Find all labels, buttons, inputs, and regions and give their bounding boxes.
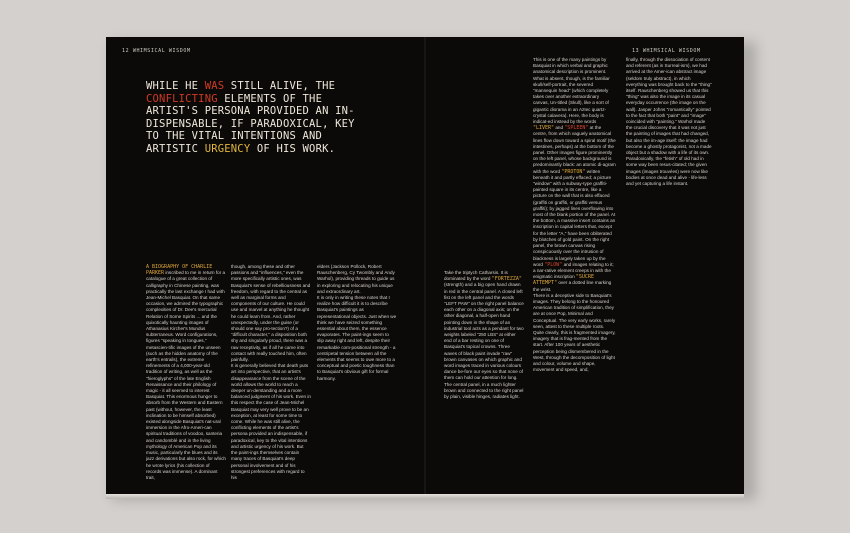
body-column-1 — [146, 264, 226, 482]
body-text: over a dotted line marking the wrist. There is a deceptive side to Basquiat's images. They belong to the honoured American tradition of simplification, they are at once Pop, Minimal and Conceptual. The very early works, rarely seen, attest to these multiple roots. Quite clearly, this is fragmented imagery, imagery that is frag-mented from the start. After 100 years of aesthetic perception being dismembered in the West, through the decomposition of light and colour, volume and shape, movement and speed, and, — [533, 280, 616, 373]
pull-quote-text: STILL ALIVE, THE — [224, 80, 336, 92]
pull-quote-accent: WAS — [204, 80, 225, 92]
pull-quote-text: ELEMENTS OF THE — [217, 92, 323, 105]
pull-quote-text: TO THE VITAL INTENTIONS AND — [146, 130, 323, 142]
body-text: (strength) and a big open hand drawn in red in the central panel. A closed left fist on the left panel and the words "LEFT PAW" on the right panel balance each other on a diagonal axis; on the other diagonal, a half-open hand pointing down in the shape of an industrial tool acts as a pendant for two weights labeled "250 LBS" at either end of a bar resting on one of Basquiat's topical crowns. Three waves of black paint invade "raw" brown canvases on which graphic and word images traced in various colours dance be-fore our eyes so that none of them can hold our attention for long. The central panel, in a much lighter brown and connected to the right panel by plain, visible hinges, radiates light. — [444, 282, 524, 400]
highlight-word: "SUCRE ATTEMPT" — [533, 274, 594, 287]
pull-quote-accent: URGENCY — [204, 142, 251, 155]
highlight-word: "PLOW" — [544, 261, 563, 268]
body-text: inscribed to me in return for a catalogue of a great collection of calligraphy in Chinese painting, was practically the last exchange I had with Jean-Michel Basquiat. On that same occasion, we admired the typographic complexities of Dr. Dee's mercurial Relation of Some Spirits ... and the quixotically haunting images of Athanasius Kircher's Mundus subterraneus. Word configurations, figures "speaking in tongues," metascien-tific images of the unseen (such as the hidden anatomy of the earth's entrails), the extreme refinements of a 4,000-year-old tradition of writing, as well as the "hieroglyphs" of the late English Renaissance and their philology of magic - it all seemed to interest Basquiat. This enormous hunger to absorb from the Western and Eastern past (without, however, the least inclination to be himself absorbed) existed alongside Basquiat's nat-ural immersion in the Afro-Ameri-can spiritual traditions of voodoo, santeria and candomblé and in the living mythology of American Pop and its music, particularly the blues and its jazz derivations but also rock, for which he wrote lyrics (his collection of records was immense). A dominant trait, — [146, 270, 226, 480]
highlight-word: "PROTON" — [561, 168, 586, 175]
body-column-2: though, among these and other passions and "influences," even the more specifically artistic ones, was Basquiat's sense of rebelliousness and freedom, with regard to the central as well as marginal forms and components of our culture. He could use and marvel at anything he thought he could learn from. And, rather unexpectedly, under the guise (or should one say pro-tection?) of a "difficult character," a disposition both shy and singularly proud, there was a raw receptivity, as if all he came into contact with really touched him, often painfully. It is generally believed that death puts art into perspective, that an artist's disappearance from the scene of the world allows the world to reach a deeper un-derstanding and a more balanced judgment of his work. Even in this respect the case of Jean-Michel Basquiat may very well prove to be an exception, at least for some time to come. While he was still alive, the conflicting elements of the artist's persona provided an indispensable, if paradoxical, key to the vital intentions and artistic urgency of his work. But the paint-ings themselves contain many traces of Basquiat's deep personal involvement and of his strongest preferences with regard to his — [231, 264, 311, 480]
pull-quote-text: ARTISTIC — [146, 142, 205, 155]
body-text: This is one of the many paintings by Basquiat in which verbal and graphic anatomical description is prominent. What is absent, though, is the familiar skull/self-portrait, the severed "mannequin head" (which completely takes over another extraordinary canvas, Un-titled (Skull), like a sort of gigantic diorama in an Aztec quartz-crystal calavera). Here, the body is indicat-ed instead by the words — [533, 57, 610, 125]
body-text: Take the triptych Catharsis. It is dominated by the word — [444, 270, 508, 282]
highlight-word: "SPLEEN" — [564, 125, 589, 132]
running-head-right: 13 WHIMSICAL WISDOM — [632, 48, 701, 54]
body-text: at the centre, from which vaguely anatomical lines flow down toward a spiral motif (the intestines, perhaps) at the bottom of the panel. Other images figure prominently on the left panel, whose background is predominantly black: an atomic di-agram with the word — [533, 125, 616, 174]
body-column-6: finally, through the dissociation of content and referent (as in Surreal-ism), we had arrived at the Amer-ican abstract image (seldom truly abstract), in which everything was brought back to the "thing" itself. Rauschenberg showed us that this "thing" was also the image in its casual everyday occurrence (the image on the wall). Jasper Johns "romantically" pointed to the fact that both "paint" and "image" coincided with "painting." Warhol made the crucial discovery that it was not just the painting of images that had changed, but also the im-age itself: the image had become a ghostly protagonist, not a made object but a shadow with a life of its own. Paradoxically, the "fetish" of old had in some way been resus-citated; the given images (images trouvées) were now like bodies at once dead and alive - life-less and yet capturing a life instant. — [626, 57, 712, 187]
drop-lead: A BIOGRAPHY OF CHARLIE PARKER — [146, 264, 213, 277]
body-text: and images relating to it; a nar-rative element creeps in with the enigmatic inscription — [533, 261, 614, 280]
pull-quote-accent: CONFLICTING — [146, 92, 218, 105]
highlight-word: "FORTEZZA" — [491, 276, 522, 283]
running-head-left: 12 WHIMSICAL WISDOM — [122, 48, 191, 54]
body-column-5 — [533, 57, 616, 482]
body-text: written beneath it and partly effaced; a picture "window" with a subway-type graffiti-painted square in its centre, like a picture on the wall that is also effaced (graffiti on graffiti, or graffiti versus graffiti); by jagged lines overflowing into most of the blank portion of the panel. At the bottom, a massive insert contains an inscription in capital letters that, except for the letter "A," have been obliterated by blotches of gold paint. On the right panel, the brown canvas rising conspicuously over the intrusion of blackness is largely taken up by the word — [533, 168, 616, 267]
body-text: and — [554, 125, 565, 131]
body-column-3: elders (Jackson Pollock, Robert Rauschenberg, Cy Twombly and Andy Warhol), providing threads to guide us in exploring and relocating his unique and extraordinary art. It is only in writing these notes that I realize how difficult it is to describe Basquiat's paintings as representational objects. Just when we think we have seized something essential about them, the essence evaporates. The paint-ings seem to slip away right and left, despite their remarkable com-positional strength - a centripetal tension between all the elements that seems to owe more to a conceptual and poetic toughness than to Basquiat's obvious gift for formal harmony. — [317, 264, 397, 381]
pull-quote-text: OF HIS WORK. — [250, 142, 336, 155]
page-edge — [106, 494, 744, 499]
pull-quote-text: ARTIST'S PERSONA PROVIDED AN IN- — [146, 105, 355, 117]
gutter-fold — [423, 37, 427, 494]
body-column-4 — [444, 270, 524, 482]
pull-quote-text: DISPENSABLE, IF PARADOXICAL, KEY — [146, 117, 355, 130]
highlight-word: "LIVER" — [533, 125, 555, 132]
pull-quote-text: WHILE HE — [146, 80, 205, 92]
pull-quote — [146, 80, 361, 155]
